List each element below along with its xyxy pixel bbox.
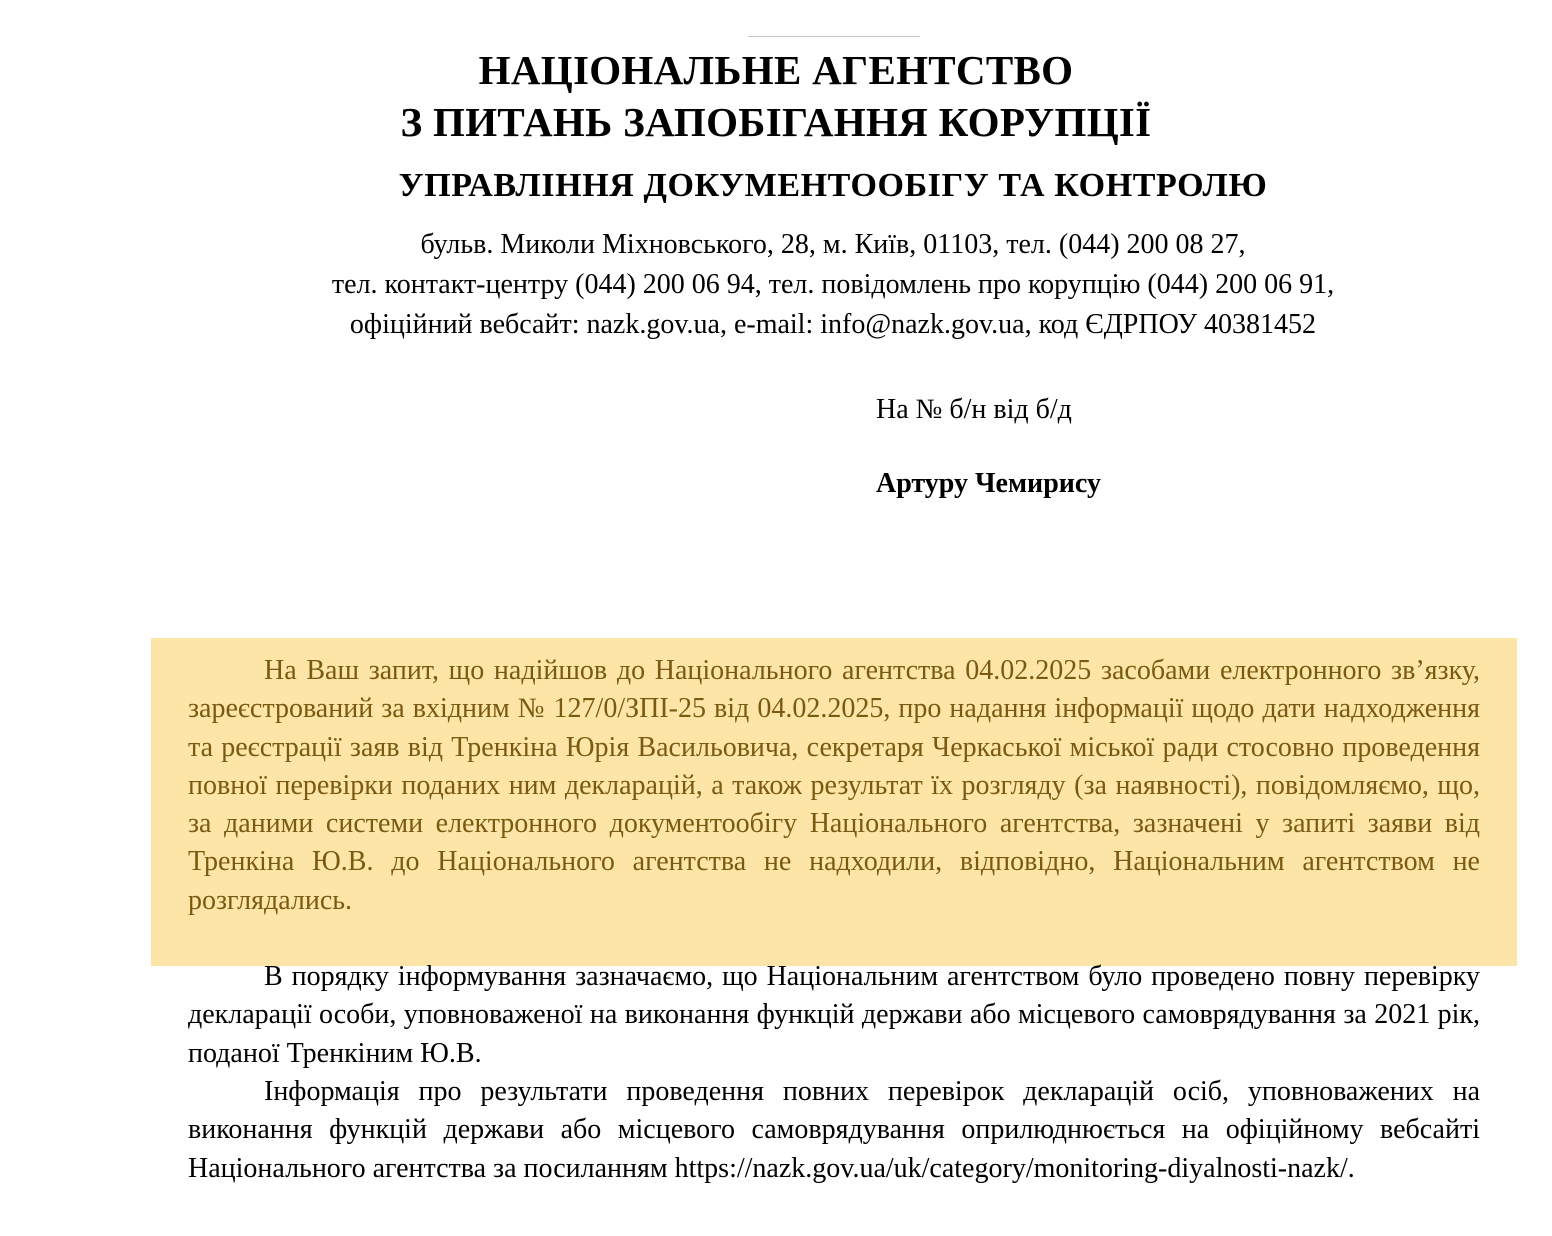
addressee-name: Артуру Чемирису	[876, 468, 1101, 499]
body-paragraph-2: В порядку інформування зазначаємо, що Національним агентством було проведено повну перевірку декларації особи, уповноваженої на виконання функцій держави або місцевого самоврядування за 2021 рік, поданої Тренкіним Ю.В.	[188, 961, 1480, 1069]
contact-line-phones: тел. контакт-центру (044) 200 06 94, тел. повідомлень про корупцію (044) 200 06 91,	[331, 269, 1335, 300]
contact-line-website: офіційний вебсайт: nazk.gov.ua, e-mail: info@nazk.gov.ua, код ЄДРПОУ 40381452	[349, 309, 1317, 340]
organization-name-line-1: НАЦІОНАЛЬНЕ АГЕНТСТВО	[478, 47, 1074, 93]
body-paragraph-1: На Ваш запит, що надійшов до Національного агентства 04.02.2025 засобами електронного зв’язку, зареєстрований за вхідним № 127/0/ЗПІ-25 від 04.02.2025, про надання інформації щодо дати надходження та реєстрації заяв від Тренкіна Юрія Васильовича, секретаря Черкаської міської ради стосовно проведення повної перевірки поданих ним декларацій, а також результат їх розгляду (за наявності), повідомляємо, що, за даними системи електронного документообігу Національного агентства, зазначені у запиті заяви від Тренкіна Ю.В. до Національного агентства не надходили, відповідно, Національним агентством не розглядались.	[188, 655, 1480, 916]
top-divider	[748, 36, 920, 37]
reference-number: На № б/н від б/д	[876, 394, 1072, 425]
contact-line-address: бульв. Миколи Міхновського, 28, м. Київ, 01103, тел. (044) 200 08 27,	[420, 229, 1246, 260]
department-name: УПРАВЛІННЯ ДОКУМЕНТООБІГУ ТА КОНТРОЛЮ	[398, 167, 1268, 204]
organization-name-line-2: З ПИТАНЬ ЗАПОБІГАННЯ КОРУПЦІЇ	[400, 99, 1152, 145]
body-paragraph-3: Інформація про результати проведення повних перевірок декларацій осіб, уповноважених на виконання функцій держави або місцевого самоврядування оприлюднюється на офіційному вебсайті Національного агентства за посиланням https://nazk.gov.ua/uk/category/monitoring-diyalnosti-nazk/.	[188, 1076, 1480, 1184]
